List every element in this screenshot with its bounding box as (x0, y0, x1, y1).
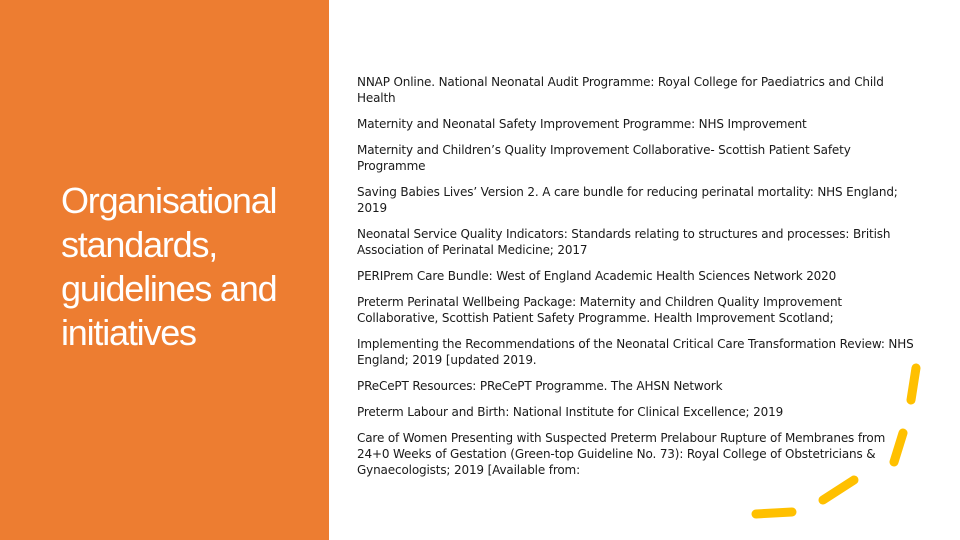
slide-title (61, 179, 321, 355)
reference-item: PERIPrem Care Bundle: West of England Academic Health Sciences Network 2020 (357, 269, 837, 283)
reference-item: Maternity and Children’s Quality Improvement Collaborative- Scottish Patient Safety Programme (357, 143, 851, 173)
left-accent-panel (0, 0, 329, 540)
reference-item: NNAP Online. National Neonatal Audit Programme: Royal College for Paediatrics and Child Health (357, 75, 884, 105)
title-line: standards, (61, 224, 218, 265)
title-line: guidelines and (61, 268, 277, 309)
reference-item: Maternity and Neonatal Safety Improvement Programme: NHS Improvement (357, 117, 807, 131)
title-line: initiatives (61, 312, 196, 353)
reference-item: PReCePT Resources: PReCePT Programme. The AHSN Network (357, 379, 723, 393)
title-line: Organisational (61, 180, 277, 221)
reference-item: Preterm Perinatal Wellbeing Package: Maternity and Children Quality Improvement Collaborative, Scottish Patient Safety Programme. Health Improvement Scotland; (357, 295, 842, 325)
reference-item: Implementing the Recommendations of the Neonatal Critical Care Transformation Review: NHS England; 2019 [updated 2019. (357, 337, 914, 367)
reference-item: Care of Women Presenting with Suspected Preterm Prelabour Rupture of Membranes from 24+0 Weeks of Gestation (Green-top Guideline No. 73): Royal College of Obstetricians & Gynaecologists; 2019 [Available from: (357, 431, 886, 477)
reference-item: Saving Babies Lives’ Version 2. A care bundle for reducing perinatal mortality: NHS England; 2019 (357, 185, 898, 215)
reference-list (357, 74, 917, 488)
reference-item: Preterm Labour and Birth: National Institute for Clinical Excellence; 2019 (357, 405, 784, 419)
dash-bottom (756, 512, 792, 514)
reference-item: Neonatal Service Quality Indicators: Standards relating to structures and processes: British Association of Perinatal Medicine; 2017 (357, 227, 891, 257)
